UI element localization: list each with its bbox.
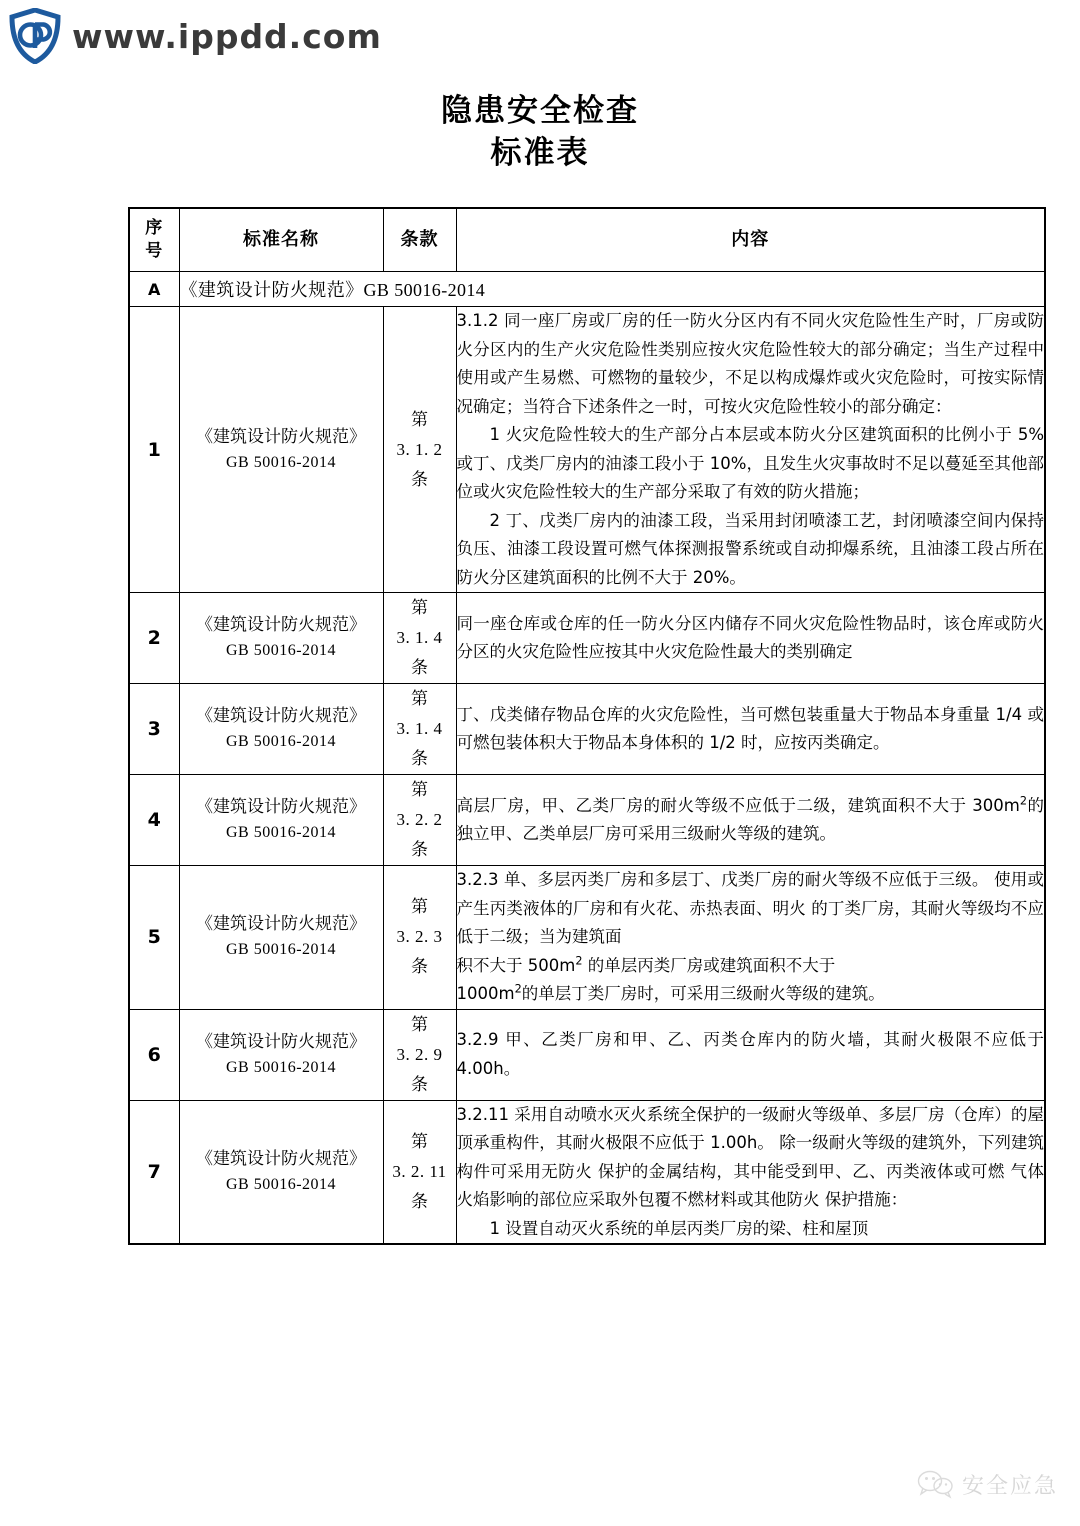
column-header-content: 内容	[456, 208, 1045, 272]
clause-suffix: 条	[411, 840, 428, 859]
row-clause	[383, 684, 456, 775]
section-row-label: A	[129, 272, 179, 307]
content-paragraph: 1 设置自动灭火系统的单层丙类厂房的梁、柱和屋顶	[489, 1218, 869, 1238]
clause-prefix: 第	[411, 1131, 428, 1151]
row-number: 2	[129, 593, 179, 684]
standard-code-text: GB 50016-2014	[225, 1058, 337, 1076]
standard-name-text: 《建筑设计防火规范》	[196, 706, 366, 725]
standard-code-text: GB 50016-2014	[225, 642, 337, 659]
clause-prefix: 第	[411, 1014, 428, 1034]
row-clause	[383, 593, 456, 684]
table-section-row	[129, 272, 1045, 307]
standard-name-text: 《建筑设计防火规范》	[196, 1148, 366, 1168]
row-standard-name	[179, 1100, 383, 1244]
standard-code-text: GB 50016-2014	[225, 733, 337, 750]
row-number: 3	[129, 684, 179, 775]
standard-code-text: GB 50016-2014	[225, 824, 337, 841]
row-number: 5	[129, 866, 179, 1010]
clause-number: 3. 2. 9	[396, 1044, 443, 1064]
content-paragraph: 3.2.11 采用自动喷水灭火系统全保护的一级耐火等级单、多层厂房（仓库）的屋顶承重构件，其耐火极限不应低于 1.00h。 除一级耐火等级的建筑外，下列建筑构件可采用无防火 保护的金属结构，其中能受到甲、乙、丙类液体或可燃 气体火焰影响的部位应采取外包覆不燃材料或其他防火 保护措施：	[456, 1104, 1044, 1209]
standard-name-text: 《建筑设计防火规范》	[196, 1031, 366, 1051]
row-clause	[383, 866, 456, 1010]
wechat-bubble-icon	[916, 1468, 956, 1500]
standard-name-text: 《建筑设计防火规范》	[196, 797, 366, 816]
row-content	[456, 1009, 1045, 1100]
shield-p-logo-icon	[8, 8, 62, 64]
column-header-no	[129, 208, 179, 272]
content-paragraph: 同一座仓库或仓库的任一防火分区内储存不同火灾危险性物品时，该仓库或防火分区的火灾危险性应按其中火灾危险性最大的类别确定	[456, 613, 1044, 661]
row-standard-name	[179, 593, 383, 684]
column-header-standard-name: 标准名称	[179, 208, 383, 272]
section-row-title: 《建筑设计防火规范》GB 50016-2014	[179, 272, 1045, 307]
row-standard-name	[179, 307, 383, 593]
row-clause	[383, 1100, 456, 1244]
standard-code-text: GB 50016-2014	[225, 1175, 337, 1193]
content-paragraph: 丁、戊类储存物品仓库的火灾危险性，当可燃包装重量大于物品本身重量 1/4 或可燃包装体积大于物品本身体积的 1/2 时，应按丙类确定。	[456, 704, 1044, 752]
row-standard-name	[179, 775, 383, 866]
standards-table-wrapper	[128, 207, 1046, 1245]
column-header-no-line1: 序	[145, 218, 164, 238]
site-url-text: www.ippdd.com	[72, 16, 382, 56]
standard-name-text: 《建筑设计防火规范》	[196, 615, 366, 634]
clause-suffix: 条	[411, 1191, 428, 1211]
clause-suffix: 条	[411, 1074, 428, 1094]
row-standard-name	[179, 684, 383, 775]
standard-code-text: GB 50016-2014	[225, 941, 337, 959]
table-row	[129, 684, 1045, 775]
row-content	[456, 307, 1045, 593]
row-content	[456, 593, 1045, 684]
page-title-line2: 标准表	[490, 135, 590, 171]
footer-watermark-badge	[916, 1468, 1058, 1500]
clause-prefix: 第	[411, 409, 428, 429]
row-content	[456, 866, 1045, 1010]
clause-number: 3. 1. 2	[396, 439, 443, 459]
site-watermark-header	[0, 0, 1080, 72]
clause-suffix: 条	[411, 469, 428, 489]
clause-suffix: 条	[411, 749, 428, 768]
row-number: 6	[129, 1009, 179, 1100]
table-row	[129, 593, 1045, 684]
clause-number: 3. 2. 2	[396, 810, 443, 829]
table-row	[129, 866, 1045, 1010]
standards-table	[128, 207, 1046, 1245]
clause-prefix: 第	[411, 780, 428, 799]
page-title	[0, 90, 1080, 174]
content-paragraph: 3.1.2 同一座厂房或厂房的任一防火分区内有不同火灾危险性生产时，厂房或防火分区内的生产火灾危险性类别应按火灾危险性较大的部分确定；当生产过程中使用或产生易燃、可燃物的量较少，不足以构成爆炸或火灾危险时，可按实际情况确定；当符合下述条件之一时，可按火灾危险性较小的部分确定：	[456, 311, 1044, 416]
footer-badge-text: 安全应急	[961, 1473, 1058, 1499]
row-clause	[383, 775, 456, 866]
clause-number: 3. 2. 3	[396, 927, 443, 947]
standard-code-text: GB 50016-2014	[225, 453, 337, 471]
table-row	[129, 1009, 1045, 1100]
row-clause	[383, 1009, 456, 1100]
column-header-clause: 条款	[383, 208, 456, 272]
content-paragraph: $1000m^2$的单层丁类厂房时，可采用三级耐火等级的建筑。	[456, 982, 885, 1003]
standard-name-text: 《建筑设计防火规范》	[196, 914, 366, 934]
content-paragraph: 3.2.9 甲、乙类厂房和甲、乙、丙类仓库内的防火墙，其耐火极限不应低于4.00h。	[456, 1030, 1044, 1078]
content-paragraph: 1 火灾危险性较大的生产部分占本层或本防火分区建筑面积的比例小于 5%或丁、戊类厂房内的油漆工段小于 10%，且发生火灾事故时不足以蔓延至其他部位或火灾危险性较大的生产部分采取了有效的防火措施；	[456, 425, 1044, 501]
table-header-row	[129, 208, 1045, 272]
column-header-no-line2: 号	[145, 241, 164, 261]
row-clause	[383, 307, 456, 593]
standard-name-text: 《建筑设计防火规范》	[196, 426, 366, 446]
row-content	[456, 1100, 1045, 1244]
clause-prefix: 第	[411, 897, 428, 917]
row-content	[456, 684, 1045, 775]
row-content	[456, 775, 1045, 866]
content-paragraph: 高层厂房，甲、乙类厂房的耐火等级不应低于二级，建筑面积不大于 $300m^2$的独立甲、乙类单层厂房可采用三级耐火等级的建筑。	[456, 794, 1045, 843]
content-paragraph: 积不大于 $500m^2$ 的单层丙类厂房或建筑面积不大于	[456, 954, 836, 975]
clause-suffix: 条	[411, 957, 428, 977]
table-row	[129, 307, 1045, 593]
clause-number: 3. 1. 4	[396, 628, 443, 647]
table-row	[129, 775, 1045, 866]
clause-suffix: 条	[411, 658, 428, 677]
row-standard-name	[179, 1009, 383, 1100]
clause-prefix: 第	[411, 598, 428, 617]
content-paragraph: 3.2.3 单、多层丙类厂房和多层丁、戊类厂房的耐火等级不应低于三级。 使用或产生丙类液体的厂房和有火花、赤热表面、明火 的丁类厂房，其耐火等级均不应低于二级；当为建筑面	[456, 870, 1044, 946]
content-paragraph: 2 丁、戊类厂房内的油漆工段，当采用封闭喷漆工艺，封闭喷漆空间内保持负压、油漆工段设置可燃气体探测报警系统或自动抑爆系统，且油漆工段占所在防火分区建筑面积的比例不大于 20%。	[456, 510, 1044, 587]
row-number: 4	[129, 775, 179, 866]
clause-prefix: 第	[411, 689, 428, 708]
clause-number: 3. 2. 11	[392, 1161, 447, 1181]
row-standard-name	[179, 866, 383, 1010]
row-number: 1	[129, 307, 179, 593]
row-number: 7	[129, 1100, 179, 1244]
clause-number: 3. 1. 4	[396, 719, 443, 738]
table-row	[129, 1100, 1045, 1244]
page-title-line1: 隐患安全检查	[441, 93, 639, 129]
